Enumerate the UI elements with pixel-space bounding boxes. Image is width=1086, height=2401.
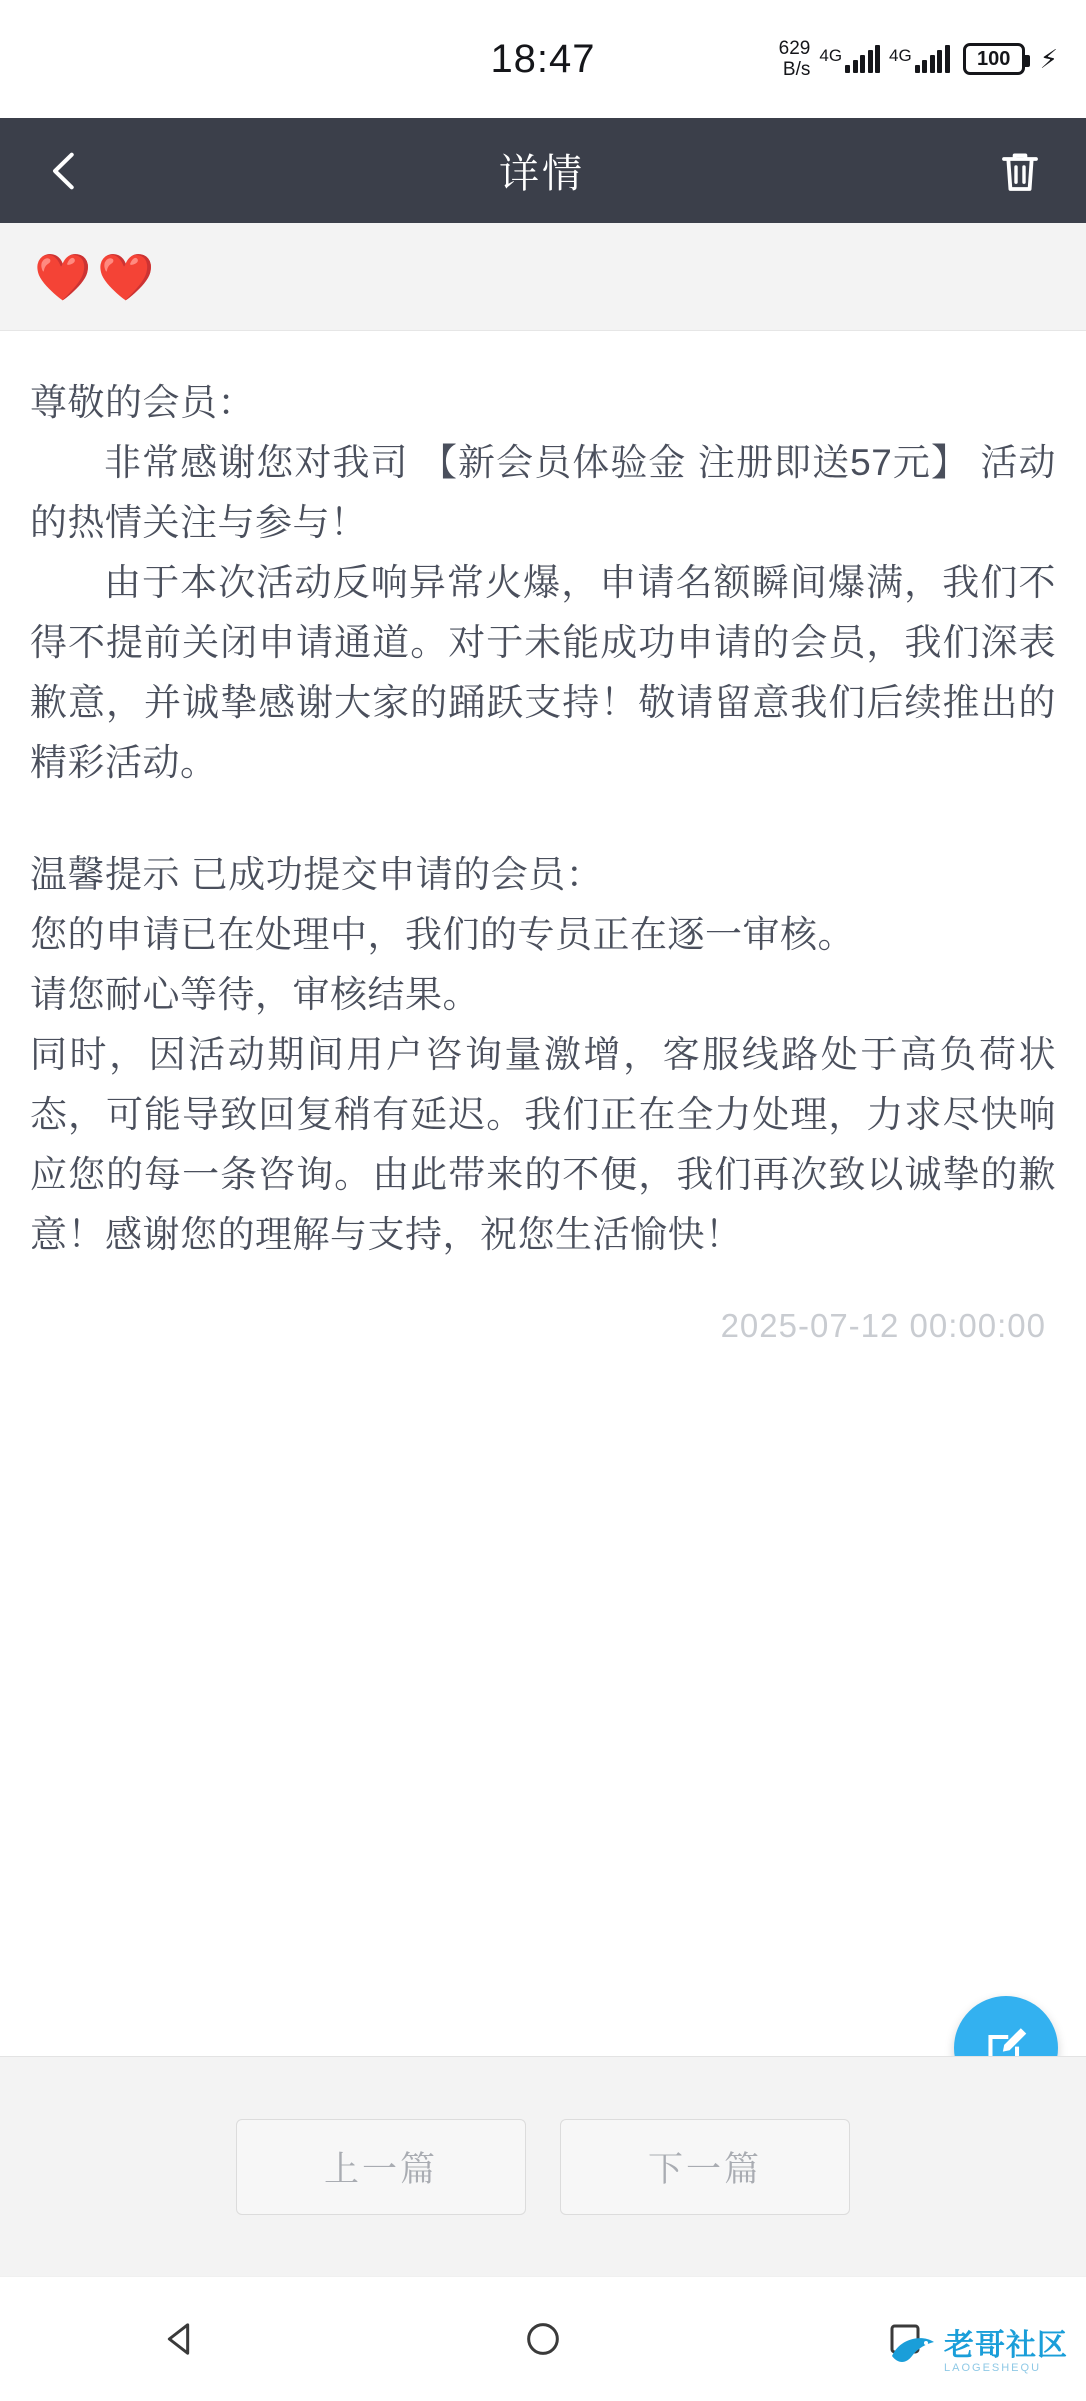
watermark-subtext: LAOGESHEQU [944,2361,1042,2374]
circle-home-icon [523,2319,563,2359]
nav-back-button[interactable] [121,2277,241,2401]
article-paragraph: 您的申请已在处理中，我们的专员正在逐一审核。 [30,914,855,955]
battery-icon [963,43,1025,75]
sim1-signal-bars [845,45,880,73]
network-speed-indicator [779,38,811,80]
network-speed-value: 629 [778,38,811,59]
bird-logo-icon [888,2330,938,2374]
status-time: 18:47 [490,36,596,81]
heart-icon: ❤️ [97,250,155,303]
sim2-signal-bars [915,45,950,73]
article-paragraph: 温馨提示 已成功提交申请的会员： [30,854,604,895]
reaction-emoji-strip [0,223,1086,331]
back-icon[interactable] [42,148,88,194]
network-speed-unit: B/s [782,59,811,80]
charging-bolt-icon: ⚡ [1039,43,1058,74]
watermark [888,2330,1068,2374]
sim1-signal-icon [819,45,880,73]
sim2-network-type-label: 4G [889,46,912,65]
page-title: 详情 [499,152,585,196]
system-navigation-bar [0,2276,1086,2400]
status-bar [0,0,1086,118]
triangle-back-icon [161,2319,201,2359]
trash-icon[interactable] [996,146,1044,196]
article-paragraph: 请您耐心等待，审核结果。 [30,974,480,1015]
heart-icon: ❤️ [34,250,92,303]
next-article-button[interactable]: 下一篇 [560,2119,850,2215]
title-bar [0,118,1086,223]
watermark-text: 老哥社区 [944,2329,1068,2363]
article-pager [0,2056,1086,2276]
sim2-signal-icon [889,45,950,73]
previous-article-button[interactable]: 上一篇 [236,2119,526,2215]
battery-percent-label: 100 [977,47,1011,70]
nav-home-button[interactable] [483,2277,603,2401]
article-paragraph: 尊敬的会员： [30,382,255,423]
article-paragraph: 由于本次活动反响异常火爆，申请名额瞬间爆满，我们不得不提前关闭申请通道。对于未能成功申请的会员，我们深表歉意，并诚挚感谢大家的踊跃支持！敬请留意我们后续推出的精彩活动。 [30,562,1056,783]
article-paragraph: 同时，因活动期间用户咨询量激增，客服线路处于高负荷状态，可能导致回复稍有延迟。我们正在全力处理，力求尽快响应您的每一条咨询。由此带来的不便，我们再次致以诚挚的歉意！感谢您的理解与支持，祝您生活愉快！ [30,1034,1056,1255]
status-indicators [779,38,1058,80]
article-timestamp: 2025-07-12 00:00:00 [720,1307,1046,1344]
paragraph-spacer [30,793,1056,845]
sim1-network-type-label: 4G [819,46,843,65]
article-body [0,331,1086,1345]
article-paragraph: 非常感谢您对我司 【新会员体验金 注册即送57元】 活动的热情关注与参与！ [30,442,1056,543]
